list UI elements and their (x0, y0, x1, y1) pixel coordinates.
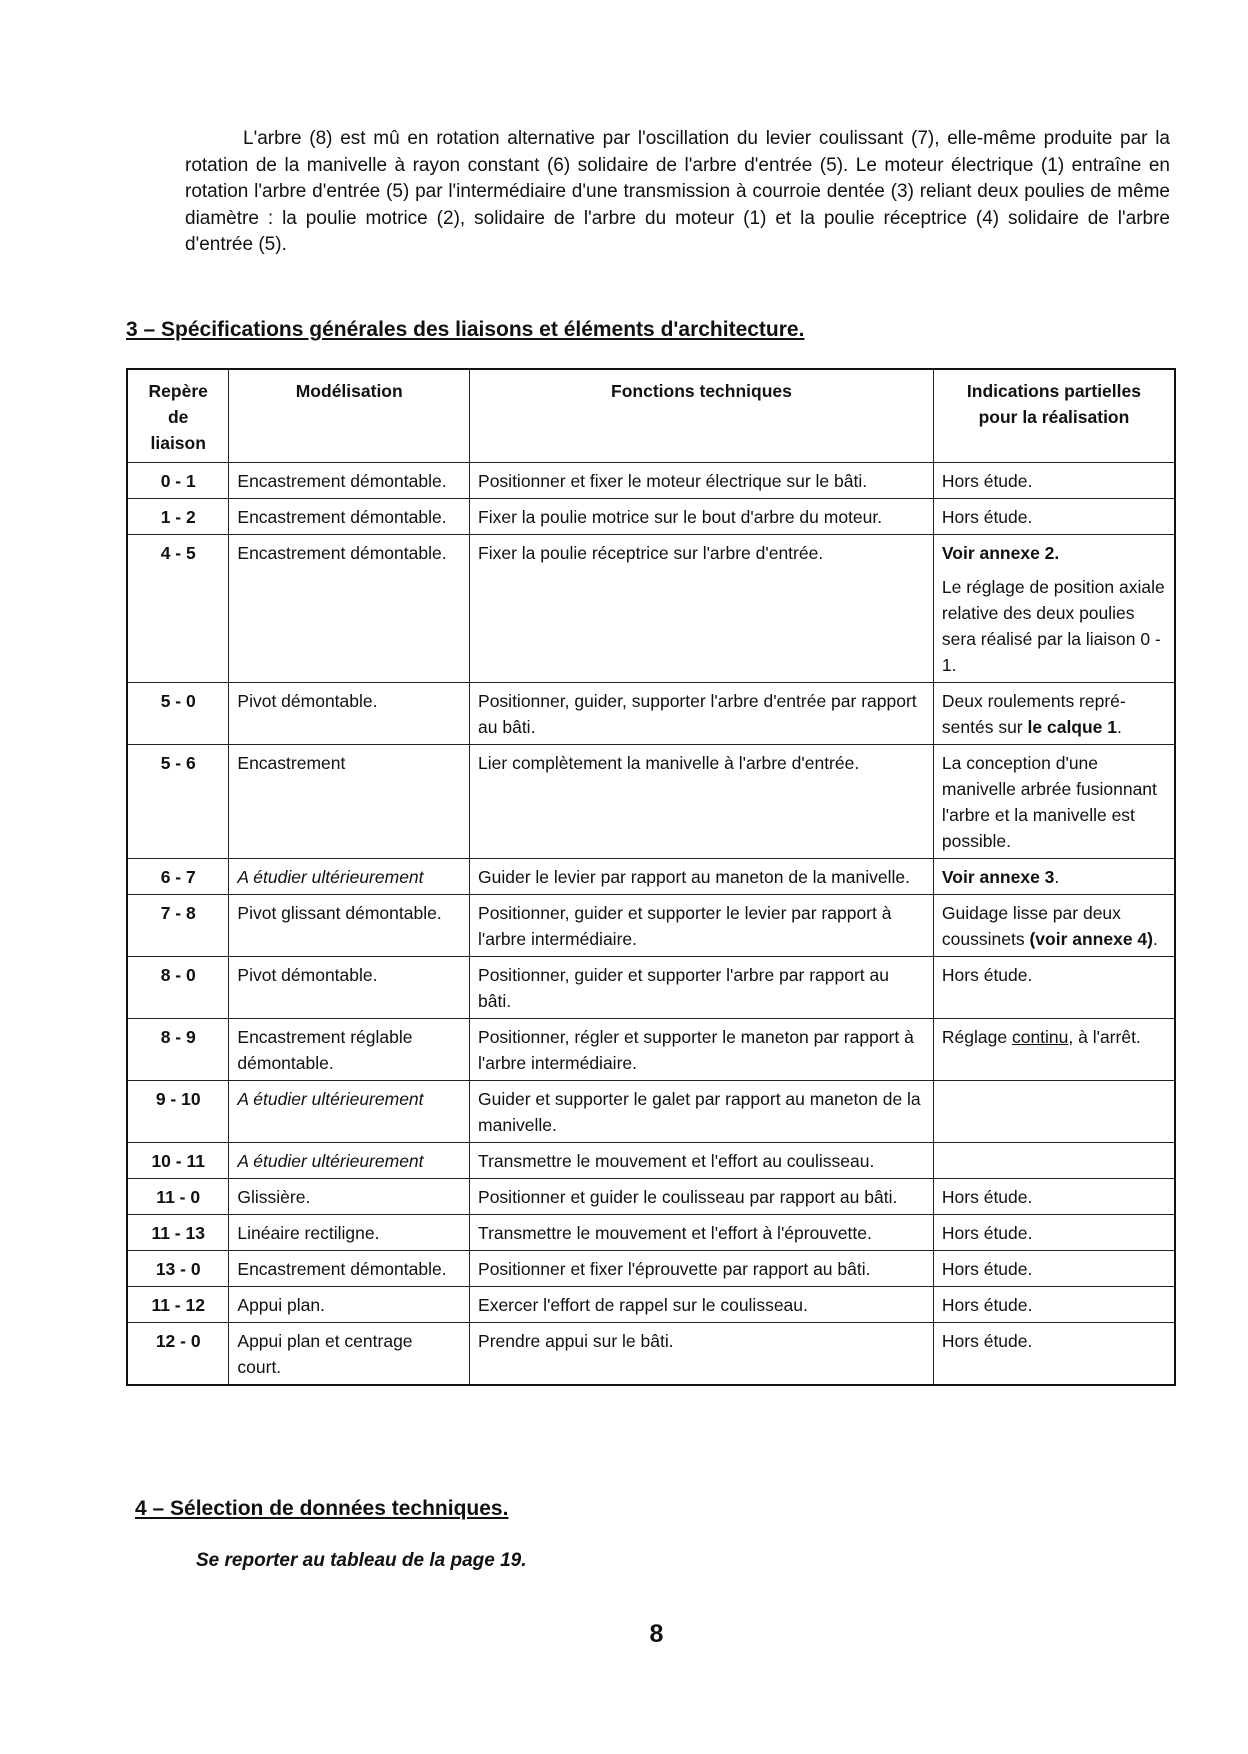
cell-indications: Hors étude. (933, 463, 1175, 499)
cell-indications (933, 895, 1175, 957)
cell-fonctions: Positionner, guider, supporter l'arbre d'entrée par rapport au bâti. (470, 683, 934, 745)
indications-post: . (1117, 717, 1122, 737)
section-4-title: 4 – Sélection de données techniques. (135, 1497, 509, 1520)
cell-modelisation: Appui plan. (229, 1287, 470, 1323)
cell-repere: 10 - 11 (127, 1143, 229, 1179)
cell-modelisation (229, 859, 470, 895)
cell-modelisation (229, 1081, 470, 1143)
cell-modelisation: Encastrement démontable. (229, 499, 470, 535)
table-row (127, 895, 1175, 957)
table-row (127, 463, 1175, 499)
cell-repere: 1 - 2 (127, 499, 229, 535)
modelisation-italic: A étudier ultérieurement (237, 1151, 424, 1171)
indications-post: . (1152, 929, 1158, 949)
cell-indications (933, 1081, 1175, 1143)
cell-fonctions: Positionner et fixer le moteur électrique sur le bâti. (470, 463, 934, 499)
indications-pre: Guidage lisse par deux coussinets (941, 903, 1121, 949)
cell-modelisation: Appui plan et centrage court. (229, 1323, 470, 1386)
cell-fonctions: Positionner, guider et supporter l'arbre par rapport au bâti. (470, 957, 934, 1019)
cell-repere: 7 - 8 (127, 895, 229, 957)
cell-fonctions: Exercer l'effort de rappel sur le coulisseau. (470, 1287, 934, 1323)
indications-bold: le calque 1 (1027, 717, 1118, 737)
cell-indications (933, 859, 1175, 895)
header-fonctions: Fonctions techniques (470, 369, 934, 463)
cell-fonctions: Guider et supporter le galet par rapport au maneton de la manivelle. (470, 1081, 934, 1143)
indications-underline: continu (1011, 1027, 1069, 1047)
cell-modelisation: Encastrement démontable. (229, 1251, 470, 1287)
indications-post: , à l'arrêt. (1068, 1027, 1141, 1047)
table-row (127, 683, 1175, 745)
cell-repere: 0 - 1 (127, 463, 229, 499)
cell-modelisation: Encastrement (229, 745, 470, 859)
cell-repere: 9 - 10 (127, 1081, 229, 1143)
table-row (127, 499, 1175, 535)
header-repere-line2: liaison (150, 433, 206, 453)
cell-modelisation: Pivot démontable. (229, 957, 470, 1019)
header-repere (127, 369, 229, 463)
table-row (127, 957, 1175, 1019)
cell-modelisation: Encastrement réglable démontable. (229, 1019, 470, 1081)
table-row (127, 745, 1175, 859)
header-modelisation: Modélisation (229, 369, 470, 463)
cell-fonctions: Fixer la poulie motrice sur le bout d'arbre du moteur. (470, 499, 934, 535)
cell-repere: 5 - 0 (127, 683, 229, 745)
cell-fonctions: Lier complètement la manivelle à l'arbre d'entrée. (470, 745, 934, 859)
cell-fonctions: Guider le levier par rapport au maneton de la manivelle. (470, 859, 934, 895)
cell-modelisation (229, 1143, 470, 1179)
liaisons-table (126, 368, 1176, 1386)
cell-modelisation: Encastrement démontable. (229, 535, 470, 683)
cell-repere: 6 - 7 (127, 859, 229, 895)
table-row (127, 1019, 1175, 1081)
table-row (127, 1143, 1175, 1179)
cell-indications: La conception d'une manivelle arbrée fusionnant l'arbre et la manivelle est possible. (933, 745, 1175, 859)
cell-modelisation: Linéaire rectiligne. (229, 1215, 470, 1251)
cell-fonctions: Positionner et guider le coulisseau par rapport au bâti. (470, 1179, 934, 1215)
table-row (127, 1081, 1175, 1143)
cell-repere: 4 - 5 (127, 535, 229, 683)
section-3-title: 3 – Spécifications générales des liaisons et éléments d'architecture. (126, 318, 805, 341)
cell-fonctions: Transmettre le mouvement et l'effort au coulisseau. (470, 1143, 934, 1179)
table-header-row (127, 369, 1175, 463)
cell-indications: Hors étude. (933, 957, 1175, 1019)
cell-fonctions: Positionner et fixer l'éprouvette par rapport au bâti. (470, 1251, 934, 1287)
cell-repere: 8 - 0 (127, 957, 229, 1019)
indications-extra: Le réglage de position axiale relative des deux poulies sera réalisé par la liaison 0 - 1. (941, 577, 1165, 675)
cell-indications: Hors étude. (933, 499, 1175, 535)
table-row (127, 1179, 1175, 1215)
indications-bold: Voir annexe 3 (941, 867, 1055, 887)
table-row (127, 1251, 1175, 1287)
intro-text (185, 126, 1170, 259)
cell-fonctions: Positionner, régler et supporter le maneton par rapport à l'arbre intermédiaire. (470, 1019, 934, 1081)
cell-indications: Hors étude. (933, 1287, 1175, 1323)
cell-repere: 13 - 0 (127, 1251, 229, 1287)
cell-fonctions: Transmettre le mouvement et l'effort à l'éprouvette. (470, 1215, 934, 1251)
cell-fonctions: Fixer la poulie réceptrice sur l'arbre d'entrée. (470, 535, 934, 683)
page-number: 8 (649, 1620, 664, 1648)
intro-paragraph: L'arbre (8) est mû en rotation alternative par l'oscillation du levier coulissant (7), elle-même produite par la rotation de la manivelle à rayon constant (6) solidaire de l'arbre d'entrée (5). Le moteur électrique (1) entraîne en rotation l'arbre d'entrée (5) par l'intermédiaire d'une transmission à courroie dentée (3) reliant deux poulies de même diamètre : la poulie motrice (2), solidaire de l'arbre du moteur (1) et la poulie réceptrice (4) solidaire de l'arbre d'entrée (5). (185, 128, 1170, 255)
header-indications-line2: pour la réalisation (978, 407, 1130, 427)
cell-indications (933, 535, 1175, 683)
indications-pre: Réglage (941, 1027, 1012, 1047)
cell-indications (933, 1019, 1175, 1081)
cell-indications: Hors étude. (933, 1251, 1175, 1287)
cell-indications: Hors étude. (933, 1179, 1175, 1215)
cell-modelisation: Glissière. (229, 1179, 470, 1215)
modelisation-italic: A étudier ultérieurement (237, 867, 424, 887)
table-row (127, 859, 1175, 895)
table-row (127, 1287, 1175, 1323)
cell-indications: Hors étude. (933, 1215, 1175, 1251)
header-indications-line1: Indications partielles (966, 381, 1141, 401)
cell-fonctions: Prendre appui sur le bâti. (470, 1323, 934, 1386)
cell-repere: 8 - 9 (127, 1019, 229, 1081)
cell-modelisation: Pivot démontable. (229, 683, 470, 745)
page-reference: Se reporter au tableau de la page 19. (196, 1550, 527, 1571)
cell-fonctions: Positionner, guider et supporter le levier par rapport à l'arbre intermédiaire. (470, 895, 934, 957)
cell-modelisation: Pivot glissant démontable. (229, 895, 470, 957)
cell-modelisation: Encastrement démontable. (229, 463, 470, 499)
indications-pre: Deux roulements repré-sentés sur (941, 691, 1126, 737)
cell-repere: 11 - 0 (127, 1179, 229, 1215)
cell-indications: Hors étude. (933, 1323, 1175, 1386)
cell-repere: 11 - 12 (127, 1287, 229, 1323)
cell-repere: 5 - 6 (127, 745, 229, 859)
table-row (127, 1215, 1175, 1251)
header-indications (933, 369, 1175, 463)
cell-indications (933, 683, 1175, 745)
indications-post: . (1054, 867, 1060, 887)
indications-bold: Voir annexe 2. (941, 543, 1060, 563)
indications-bold: (voir annexe 4) (1029, 929, 1153, 949)
table-row (127, 535, 1175, 683)
cell-indications (933, 1143, 1175, 1179)
cell-repere: 12 - 0 (127, 1323, 229, 1386)
header-repere-line1: Repère de (148, 381, 208, 427)
table-row (127, 1323, 1175, 1386)
cell-repere: 11 - 13 (127, 1215, 229, 1251)
modelisation-italic: A étudier ultérieurement (237, 1089, 424, 1109)
